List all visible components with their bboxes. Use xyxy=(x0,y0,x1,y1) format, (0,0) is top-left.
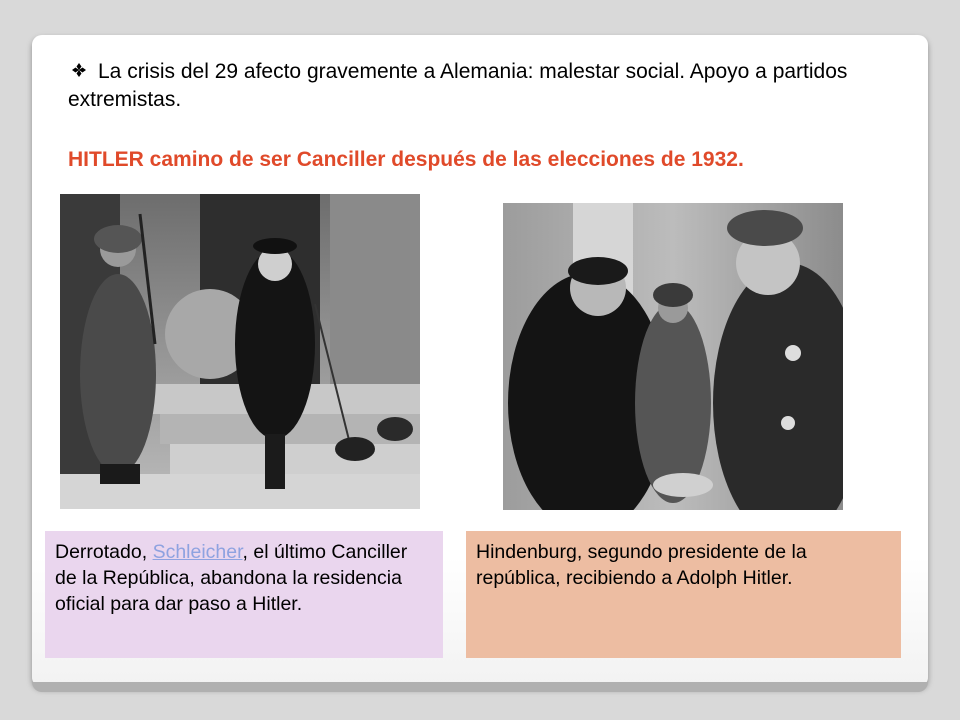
bullet-text: La crisis del 29 afecto gravemente a Alemania: malestar social. Apoyo a partidos extremistas. xyxy=(68,60,848,111)
bullet-paragraph xyxy=(68,58,888,114)
photo-schleicher-leaving xyxy=(60,194,420,509)
caption-right: Hindenburg, segundo presidente de la república, recibiendo a Adolph Hitler. xyxy=(466,531,901,658)
schleicher-link[interactable]: Schleicher xyxy=(152,541,243,563)
caption-left-text-end: , el último Canciller de la República, abandona la residencia oficial para dar paso a Hitler. xyxy=(55,541,408,615)
caption-left-text-start: Derrotado, xyxy=(55,541,153,563)
four-diamond-bullet-icon xyxy=(72,63,86,77)
slide-shadow-base xyxy=(32,682,928,692)
headline: HITLER camino de ser Canciller después de las elecciones de 1932. xyxy=(68,148,744,171)
photo-hindenburg-hitler xyxy=(503,203,843,510)
caption-left xyxy=(45,531,443,658)
